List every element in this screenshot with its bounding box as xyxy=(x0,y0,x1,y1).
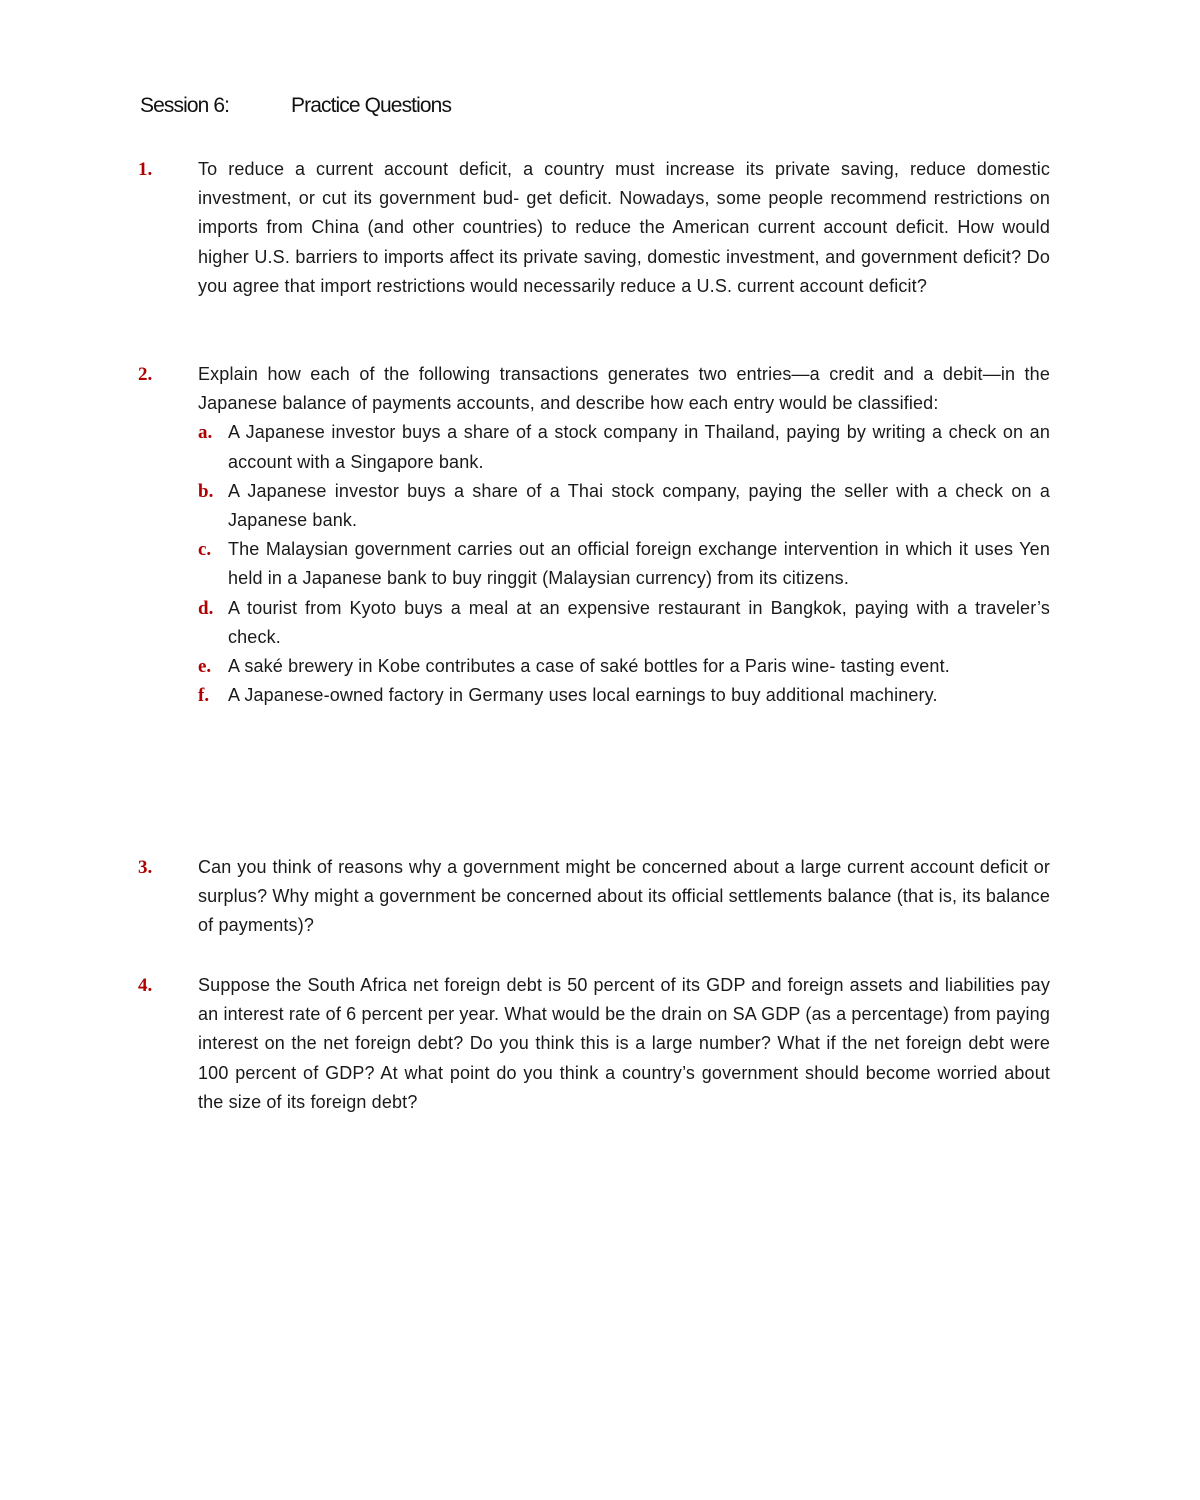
sub-item-text: A tourist from Kyoto buys a meal at an expensive restaurant in Bangkok, paying with a traveler’s check. xyxy=(228,597,1050,647)
sub-item-a xyxy=(198,418,1050,476)
question-number: 3. xyxy=(138,857,153,878)
title-text: Practice Questions xyxy=(291,94,452,117)
sub-item-text: A Japanese investor buys a share of a Thai stock company, paying the seller with a check on a Japanese bank. xyxy=(228,480,1050,531)
sub-item-f xyxy=(198,681,1050,710)
sub-item-text: A Japanese investor buys a share of a stock company in Thailand, paying by writing a check on an account with a Singapore bank. xyxy=(228,422,1050,472)
page-title xyxy=(140,94,451,118)
sub-item-label: a. xyxy=(198,422,213,444)
session-label: Session 6: xyxy=(140,94,230,117)
sub-item-text: A Japanese-owned factory in Germany uses local earnings to buy additional machinery. xyxy=(228,685,938,706)
sub-item-text: A saké brewery in Kobe contributes a case of saké bottles for a Paris wine- tasting event. xyxy=(228,656,950,677)
sub-item-list xyxy=(198,418,1050,710)
sub-item-label: d. xyxy=(198,597,214,619)
sub-item-label: e. xyxy=(198,656,212,678)
question-4 xyxy=(138,971,1050,1117)
question-1 xyxy=(138,155,1050,301)
sub-item-d xyxy=(198,594,1050,652)
sub-item-label: c. xyxy=(198,539,212,561)
question-number: 2. xyxy=(138,364,153,385)
question-text: Suppose the South Africa net foreign debt is 50 percent of its GDP and foreign assets and liabilities pay an interest rate of 6 percent per year. What would be the drain on SA GDP (as a percentage) from paying interest on the net foreign debt? Do you think this is a large number? What if the net foreign debt were 100 percent of GDP? At what point do you think a country’s government should become worried about the size of its foreign debt? xyxy=(198,975,1050,1112)
question-2 xyxy=(138,360,1050,710)
sub-item-label: b. xyxy=(198,480,214,502)
question-text: Explain how each of the following transactions generates two entries—a credit and a debit—in the Japanese balance of payments accounts, and describe how each entry would be classified: xyxy=(198,364,1050,414)
sub-item-e xyxy=(198,652,1050,681)
question-3 xyxy=(138,853,1050,941)
sub-item-c xyxy=(198,535,1050,593)
sub-item-text: The Malaysian government carries out an official foreign exchange intervention in which it uses Yen held in a Japanese bank to buy ringgit (Malaysian currency) from its citizens. xyxy=(228,539,1050,589)
question-text: To reduce a current account deficit, a country must increase its private saving, reduce domestic investment, or cut its government bud- get deficit. Nowadays, some people recommend restrictions on imports from China (and other countries) to reduce the American current account deficit. How would higher U.S. barriers to imports affect its private saving, domestic investment, and government deficit? Do you agree that import restrictions would necessarily reduce a U.S. current account deficit? xyxy=(198,159,1050,296)
question-number: 1. xyxy=(138,159,153,180)
sub-item-label: f. xyxy=(198,685,210,707)
question-number: 4. xyxy=(138,975,153,996)
sub-item-b xyxy=(198,477,1050,535)
question-text: Can you think of reasons why a government might be concerned about a large current account deficit or surplus? Why might a government be concerned about its official settlements balance (that is, its balance of payments)? xyxy=(198,857,1050,936)
